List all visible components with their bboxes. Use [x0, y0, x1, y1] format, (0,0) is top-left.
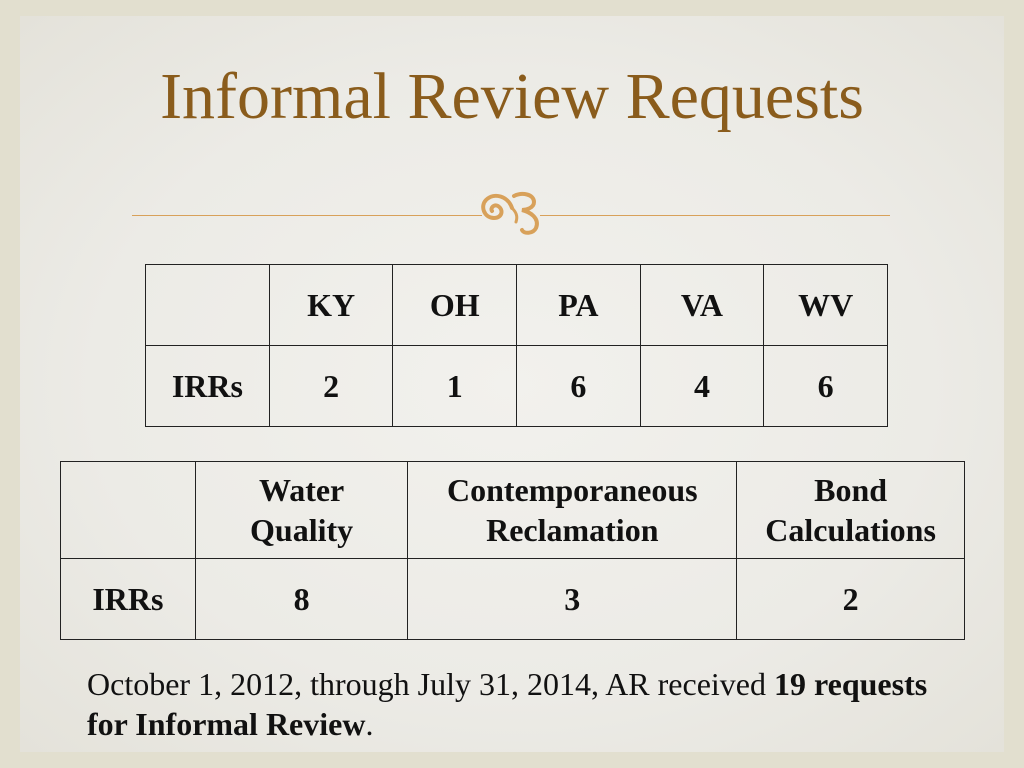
divider-line-right: [540, 215, 890, 216]
table-header-row: [146, 265, 888, 346]
table-cell: 6: [517, 346, 641, 427]
header-line: Water: [258, 472, 345, 508]
table-header-cell: VA: [640, 265, 764, 346]
table-cell: 8: [195, 559, 408, 640]
divider-line-left: [132, 215, 482, 216]
table-cell: 2: [737, 559, 965, 640]
summary-text-end: .: [365, 706, 374, 742]
table-cell: 1: [393, 346, 517, 427]
table-cell: 2: [269, 346, 393, 427]
topic-irr-table: [60, 461, 965, 640]
table-header-cell: KY: [269, 265, 393, 346]
slide-title: Informal Review Requests: [160, 60, 864, 133]
header-line: Bond: [814, 472, 888, 508]
table-header-cell: [146, 265, 270, 346]
row-label-cell: IRRs: [146, 346, 270, 427]
table-header-cell: [61, 462, 196, 559]
table-cell: 3: [408, 559, 737, 640]
table-cell: 6: [764, 346, 888, 427]
table-header-cell: OH: [393, 265, 517, 346]
header-line: Calculations: [765, 512, 936, 548]
table-row: [61, 559, 965, 640]
table-header-cell: PA: [517, 265, 641, 346]
summary-text: [87, 664, 947, 744]
table-header-row: [61, 462, 965, 559]
header-line: Reclamation: [486, 512, 659, 548]
state-irr-table: [145, 264, 888, 427]
row-label-cell: IRRs: [61, 559, 196, 640]
table-header-cell: WV: [764, 265, 888, 346]
table-header-cell: [408, 462, 737, 559]
fleuron-ornament-icon: [478, 186, 548, 236]
table-cell: 4: [640, 346, 764, 427]
table-header-cell: [195, 462, 408, 559]
header-line: Quality: [250, 512, 354, 548]
summary-highlight: 19 requests for Informal Review: [87, 666, 928, 742]
header-line: Contemporaneous: [446, 472, 698, 508]
table-row: [146, 346, 888, 427]
table-header-cell: [737, 462, 965, 559]
summary-text-start: October 1, 2012, through July 31, 2014, AR received: [87, 666, 774, 702]
